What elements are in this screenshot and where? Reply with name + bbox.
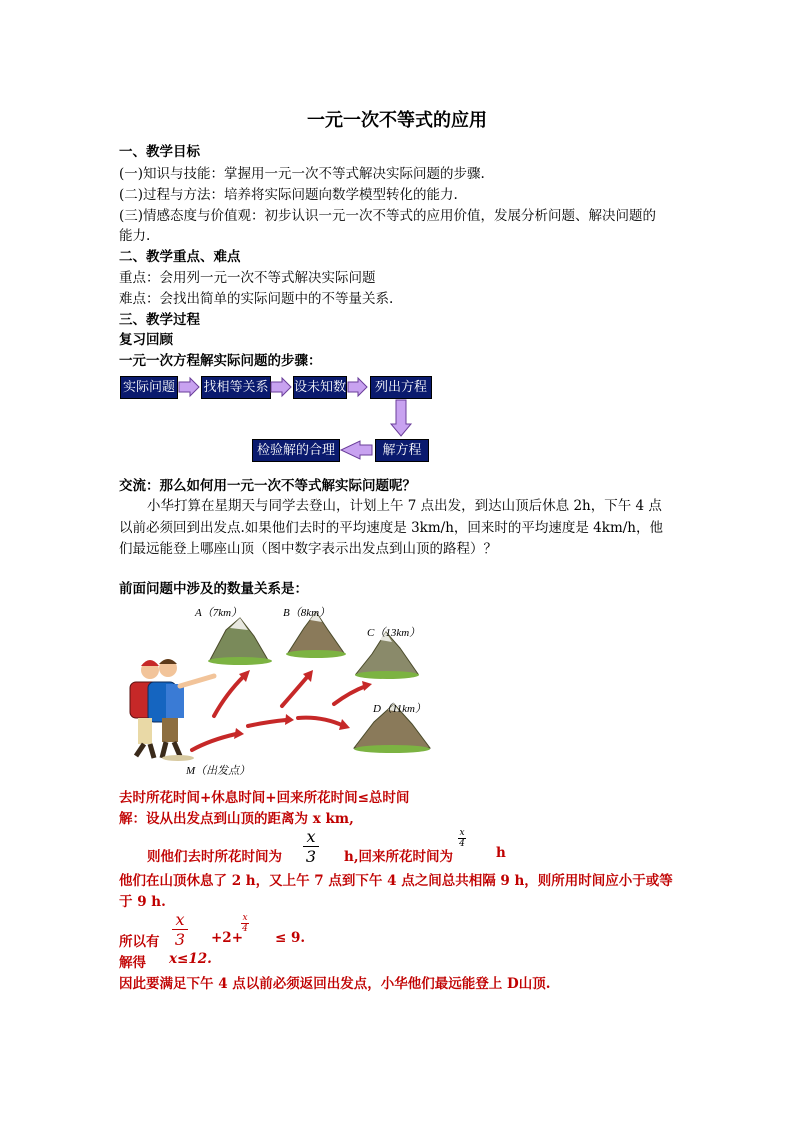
label-mountain-d: D（11km） [373, 703, 426, 715]
flow-box-solve: 解方程 [375, 439, 429, 462]
conclusion-line: 因此要满足下午 4 点以前必须返回出发点，小华他们最远能登上 D山顶. [119, 976, 551, 992]
flow-box-list-equation: 列出方程 [370, 376, 432, 399]
section-2-heading: 二、教学重点、难点 [119, 249, 241, 265]
objective-attitude: (三)情感态度与价值观：初步认识一元一次不等式的应用价值，发展分析问题、解决问题的 [119, 208, 657, 224]
exchange-question: 交流：那么如何用一元一次不等式解实际问题呢？ [119, 478, 416, 494]
rest-line-2: 于 9 h. [119, 894, 166, 910]
difficult-point: 难点：会找出简单的实际问题中的不等量关系. [119, 291, 394, 307]
flow-box-set-unknown: 设未知数 [293, 376, 347, 399]
go-time-label: 则他们去时所花时间为 [147, 849, 282, 865]
leq-nine: ≤ 9. [275, 930, 306, 946]
let-line: 解：设从出发点到山顶的距离为 x km, [119, 811, 354, 827]
arrow-right-2 [271, 378, 291, 396]
plus-two: +2+ [211, 930, 244, 946]
quantity-intro: 前面问题中涉及的数量关系是： [119, 581, 308, 597]
mountain-a-icon [208, 618, 272, 665]
problem-line-3: 们最远能登上哪座山顶（图中数字表示出发点到山顶的路程）？ [119, 541, 497, 557]
solve-result: x≤12. [169, 951, 212, 967]
fraction-x-over-3: $\frac{x}{3}$ [303, 827, 319, 866]
route-arrows [192, 676, 366, 750]
flow-arrows [0, 0, 794, 480]
flow-box-actual-problem: 实际问题 [120, 376, 178, 399]
arrow-right-3 [348, 378, 367, 396]
key-point: 重点：会用列一元一次不等式解决实际问题 [119, 270, 376, 286]
flow-box-check: 检验解的合理性 [252, 439, 340, 462]
label-mountain-c: C（13km） [367, 627, 421, 639]
so-label: 所以有 [119, 934, 160, 950]
objective-knowledge: (一)知识与技能：掌握用一元一次不等式解决实际问题的步骤. [119, 166, 485, 182]
back-time-label: h,回来所花时间为 [344, 849, 454, 865]
section-1-heading: 一、教学目标 [119, 144, 200, 160]
flow-box-find-equal: 找相等关系 [201, 376, 271, 399]
section-3-heading: 三、教学过程 [119, 312, 200, 328]
hour-unit: h [496, 845, 506, 861]
steps-intro: 一元一次方程解实际问题的步骤： [119, 353, 322, 369]
arrow-down [391, 400, 411, 436]
arrow-left [341, 441, 372, 459]
arrow-right-1 [179, 378, 199, 396]
fraction-x-over-4: $\frac{x}{4}$ [459, 828, 465, 849]
fraction-x-over-3-inequality: $\frac{x}{3}$ [172, 910, 188, 949]
label-mountain-b: B（8km） [283, 607, 331, 619]
label-start-point: M（出发点） [186, 765, 251, 777]
problem-line-2: 以前必须回到出发点.如果他们去时的平均速度是 3km/h，回来时的平均速度是 4km/h，他 [119, 520, 664, 536]
rest-line-1: 他们在山顶休息了 2 h，又上午 7 点到下午 4 点之间总共相隔 9 h，则所用时间应小于或等 [119, 873, 673, 889]
fraction-x-over-4-inequality: $\frac{x}{4}$ [242, 913, 248, 934]
label-mountain-a: A（7km） [195, 607, 243, 619]
objective-attitude-cont: 能力. [119, 228, 151, 244]
problem-line-1: 小华打算在星期天与同学去登山，计划上午 7 点出发，到达山顶后休息 2h，下午 4 点 [147, 498, 662, 514]
objective-process: (二)过程与方法：培养将实际问题向数学模型转化的能力. [119, 187, 458, 203]
review-heading: 复习回顾 [119, 332, 173, 348]
relation-line: 去时所花时间+休息时间+回来所花时间≤总时间 [119, 790, 410, 806]
solve-label: 解得 [119, 955, 146, 971]
page-title: 一元一次不等式的应用 [307, 110, 487, 131]
